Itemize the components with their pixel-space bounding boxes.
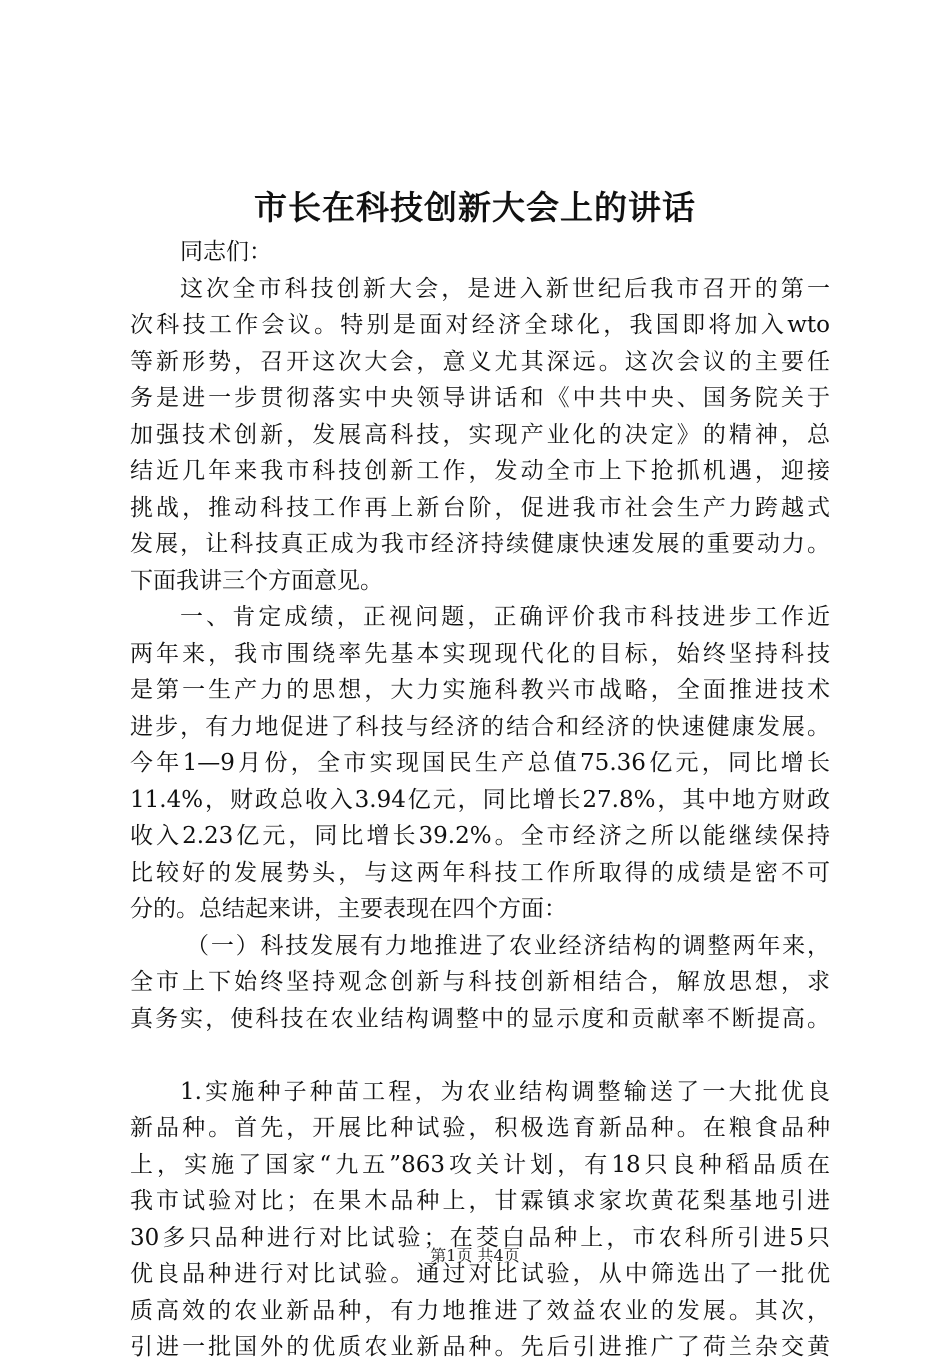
subsection-heading-line: （一）科技发展有力地推进了农业经济结构的调整两年来， bbox=[186, 932, 830, 959]
paragraph-spacer bbox=[130, 1037, 830, 1074]
paragraph-line: 我市试验对比；在果木品种上，甘霖镇求家坎黄花梨基地引进 bbox=[130, 1188, 830, 1214]
paragraph-line: 11.4%，财政总收入3.94亿元，同比增长27.8%，其中地方财政 bbox=[130, 786, 830, 813]
paragraph-line: 挑战，推动科技工作再上新台阶，促进我市社会生产力跨越式 bbox=[130, 494, 830, 521]
paragraph-line: 新品种。首先，开展比种试验，积极选育新品种。在粮食品种 bbox=[130, 1115, 830, 1141]
paragraph-line: 下面我讲三个方面意见。 bbox=[130, 567, 383, 594]
paragraph-line: 这次全市科技创新大会，是进入新世纪后我市召开的第一 bbox=[180, 275, 830, 302]
document-body bbox=[130, 234, 830, 1366]
paragraph-line: 全市上下始终坚持观念创新与科技创新相结合，解放思想，求 bbox=[130, 969, 830, 995]
paragraph-line: 上，实施了国家“九五”863攻关计划，有18只良种稻品质在 bbox=[130, 1151, 830, 1178]
document-title: 市长在科技创新大会上的讲话 bbox=[254, 188, 696, 227]
paragraph-line: 结近几年来我市科技创新工作，发动全市上下抢抓机遇，迎接 bbox=[130, 458, 830, 484]
paragraph-line: 务是进一步贯彻落实中央领导讲话和《中共中央、国务院关于 bbox=[130, 385, 830, 411]
paragraph-line: 30多只品种进行对比试验；在茭白品种上，市农科所引进5只 bbox=[130, 1224, 830, 1251]
page-number-footer: 第1页 共4页 bbox=[430, 1246, 520, 1265]
paragraph-line: 发展，让科技真正成为我市经济持续健康快速发展的重要动力。 bbox=[130, 531, 830, 557]
paragraph-line: 两年来，我市围绕率先基本实现现代化的目标，始终坚持科技 bbox=[130, 640, 830, 667]
paragraph-line: 次科技工作会议。特别是面对经济全球化，我国即将加入wto bbox=[130, 312, 830, 338]
section-heading-line: 一、肯定成绩，正视问题，正确评价我市科技进步工作近 bbox=[180, 604, 830, 630]
paragraph-line: 分的。总结起来讲，主要表现在四个方面： bbox=[130, 896, 567, 922]
paragraph-line: 今年1—9月份，全市实现国民生产总值75.36亿元，同比增长 bbox=[130, 750, 830, 776]
salutation-line: 同志们： bbox=[180, 239, 272, 265]
paragraph-line: 加强技术创新，发展高科技，实现产业化的决定》的精神，总 bbox=[130, 421, 830, 448]
paragraph-line: 真务实，使科技在农业结构调整中的显示度和贡献率不断提高。 bbox=[130, 1005, 830, 1032]
paragraph-line: 收入2.23亿元，同比增长39.2%。全市经济之所以能继续保持 bbox=[130, 823, 830, 849]
paragraph-line: 引进一批国外的优质农业新品种。先后引进推广了荷兰杂交黄 bbox=[130, 1334, 830, 1360]
paragraph-line: 是第一生产力的思想，大力实施科教兴市战略，全面推进技术 bbox=[130, 677, 830, 703]
paragraph-line: 质高效的农业新品种，有力地推进了效益农业的发展。其次， bbox=[130, 1297, 830, 1324]
paragraph-line: 1.实施种子种苗工程，为农业结构调整输送了一大批优良 bbox=[180, 1078, 830, 1105]
paragraph-line: 进步，有力地促进了科技与经济的结合和经济的快速健康发展。 bbox=[130, 713, 830, 740]
paragraph-line: 优良品种进行对比试验。通过对比试验，从中筛选出了一批优 bbox=[130, 1261, 830, 1287]
paragraph-line: 比较好的发展势头，与这两年科技工作所取得的成绩是密不可 bbox=[130, 859, 830, 886]
paragraph-line: 等新形势，召开这次大会，意义尤其深远。这次会议的主要任 bbox=[130, 348, 830, 375]
